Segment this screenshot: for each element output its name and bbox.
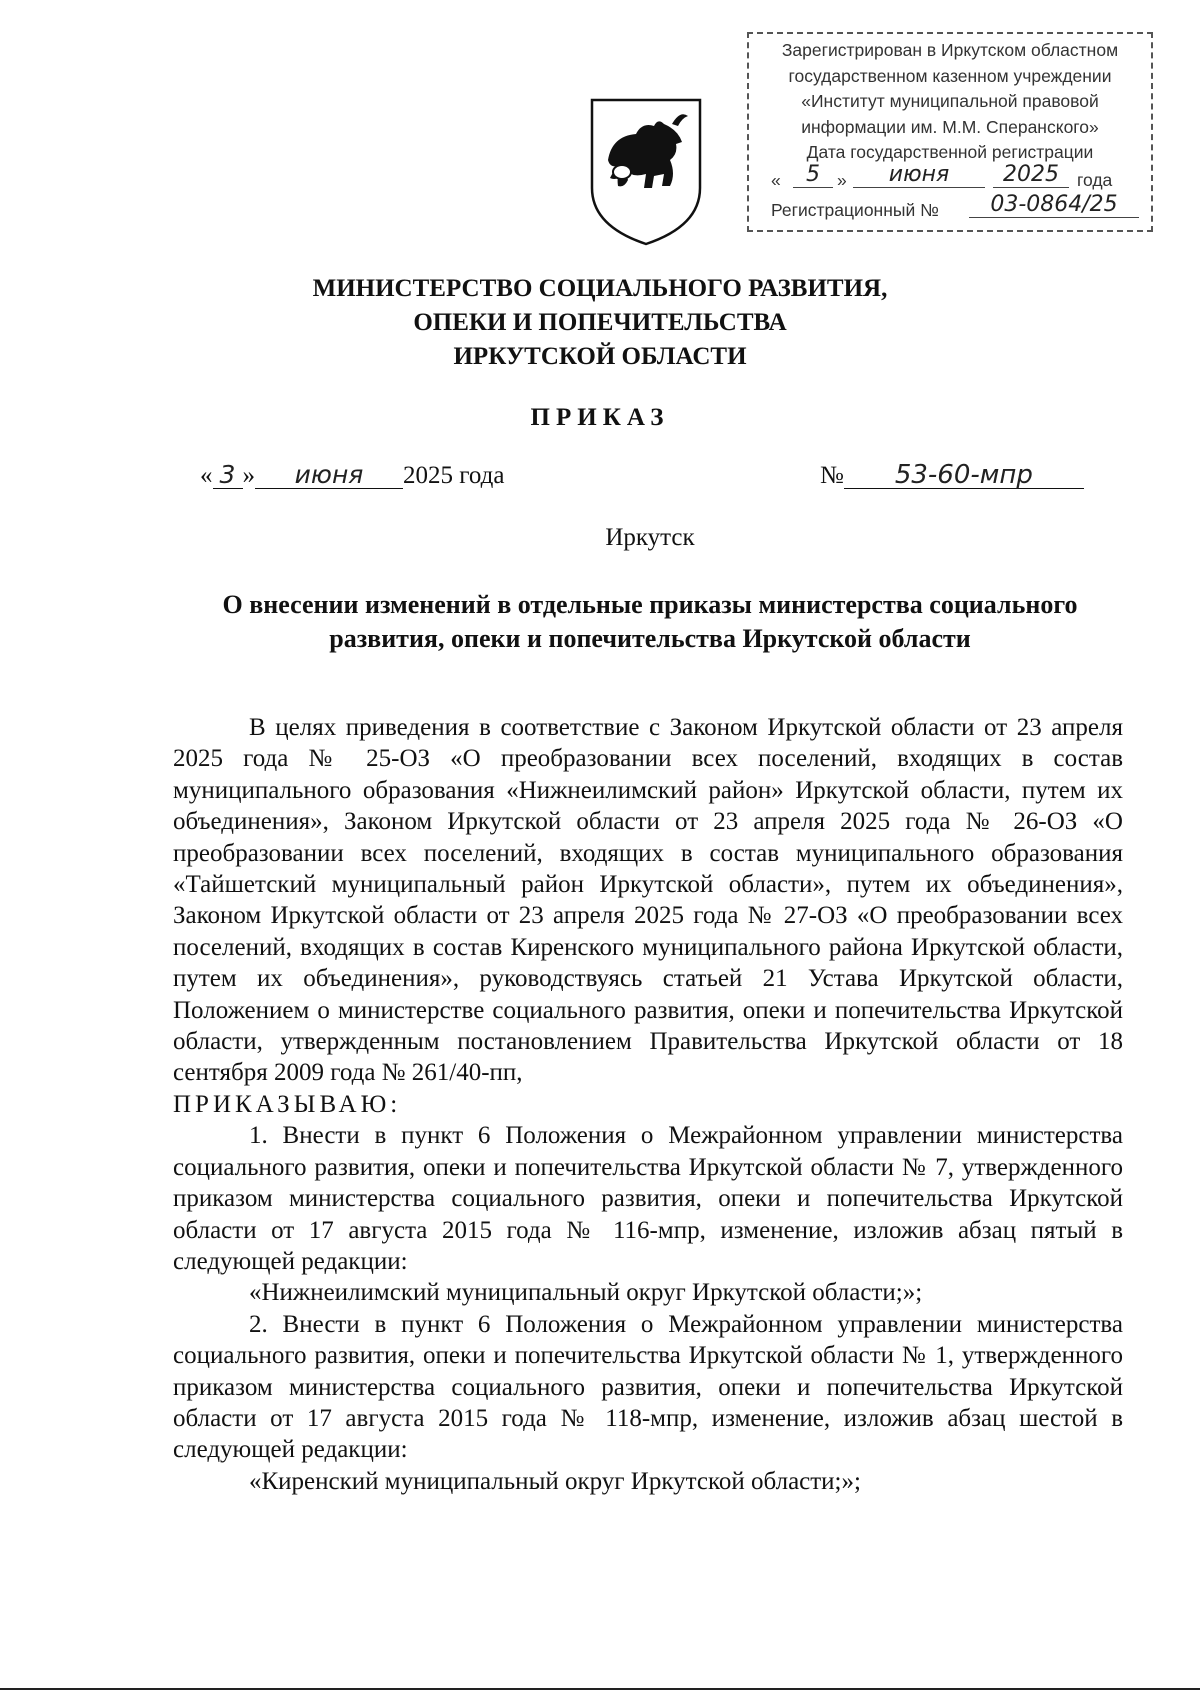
stamp-line-4: информации им. М.М. Сперанского» <box>801 116 1099 137</box>
stamp-line-5: Дата государственной регистрации <box>806 142 1094 162</box>
order-number-value: 53-60-мпр <box>844 462 1084 489</box>
registration-stamp <box>747 32 1153 232</box>
page-bottom-rule <box>0 1688 1200 1690</box>
stamp-line-1: Зарегистрирован в Иркутском областном <box>781 40 1119 60</box>
stamp-year-suffix: года <box>1077 169 1113 190</box>
item-1-text: «Нижнеилимский муниципальный округ Иркутской области;»; <box>249 1279 923 1307</box>
stamp-line-3: «Институт муниципальной правовой <box>801 91 1099 111</box>
item-2-text: «Киренский муниципальный округ Иркутской области;»; <box>249 1467 861 1495</box>
document-body <box>173 712 1123 1497</box>
irkutsk-coat-of-arms-icon <box>588 96 704 248</box>
order-number-prefix: № <box>820 462 844 489</box>
ministry-line-1: МИНИСТЕРСТВО СОЦИАЛЬНОГО РАЗВИТИЯ, <box>312 275 888 302</box>
ministry-line-3: ИРКУТСКОЙ ОБЛАСТИ <box>453 343 747 370</box>
order-date-day: 3 <box>213 462 243 489</box>
order-word: ПРИКАЗЫВАЮ: <box>173 1090 402 1118</box>
city: Иркутск <box>605 524 695 551</box>
document-type: ПРИКАЗ <box>530 404 670 431</box>
item-2-paragraph: 2. Внести в пункт 6 Положения о Межрайонном управлении министерства социального развития, опеки и попечительства Иркутской области № 1, утвержденного приказом министерства социального развития, опеки и попечительства Иркутской области от 17 августа 2015 года № 118-мпр, изменение, изложив абзац шестой в следующей редакции: <box>173 1310 1123 1464</box>
title-line-1: О внесении изменений в отдельные приказы министерства социального <box>222 590 1078 619</box>
ministry-header <box>0 272 1200 374</box>
stamp-date-year: 2025 <box>993 162 1069 189</box>
order-date: « 3 » июня 2025 года <box>200 460 505 489</box>
title-line-2: развития, опеки и попечительства Иркутской области <box>329 624 971 653</box>
document-title <box>0 588 1200 656</box>
stamp-reg-number: 03-0864/25 <box>969 192 1139 219</box>
stamp-date-day: 5 <box>793 162 833 189</box>
stamp-date-month: июня <box>853 162 985 189</box>
stamp-reg-label: Регистрационный № <box>771 199 939 220</box>
stamp-registration-number <box>755 191 1145 226</box>
stamp-registration-date: « 5 » июня 2025 года <box>755 166 1145 196</box>
ministry-line-2: ОПЕКИ И ПОПЕЧИТЕЛЬСТВА <box>413 309 787 336</box>
order-number <box>820 462 1084 490</box>
stamp-line-2: государственном казенном учреждении <box>788 65 1112 86</box>
order-date-month: июня <box>255 462 403 489</box>
item-1-paragraph: 1. Внести в пункт 6 Положения о Межрайонном управлении министерства социального развития, опеки и попечительства Иркутской области № 7, утвержденного приказом министерства социального развития, опеки и попечительства Иркутской области от 17 августа 2015 года № 116-мпр, изменение, изложив абзац пятый в следующей редакции: <box>173 1122 1123 1275</box>
order-date-year: 2025 года <box>403 462 505 489</box>
preamble-paragraph: В целях приведения в соответствие с Законом Иркутской области от 23 апреля 2025 года № 25-ОЗ «О преобразовании всех поселений, входящих в состав муниципального образования «Нижнеилимский район» Иркутской области, путем их объединения», Законом Иркутской области от 23 апреля 2025 года № 26-ОЗ «О преобразовании всех поселений, входящих в состав муниципального образования «Тайшетский муниципальный район Иркутской области», путем их объединения», Законом Иркутской области от 23 апреля 2025 года № 27-ОЗ «О преобразовании всех поселений, входящих в состав Киренского муниципального района Иркутской области, путем их объединения», руководствуясь статьей 21 Устава Иркутской области, Положением о министерстве социального развития, опеки и попечительства Иркутской области, утвержденным постановлением Правительства Иркутской области от 18 сентября 2009 года № 261/40-пп, <box>173 714 1123 1087</box>
